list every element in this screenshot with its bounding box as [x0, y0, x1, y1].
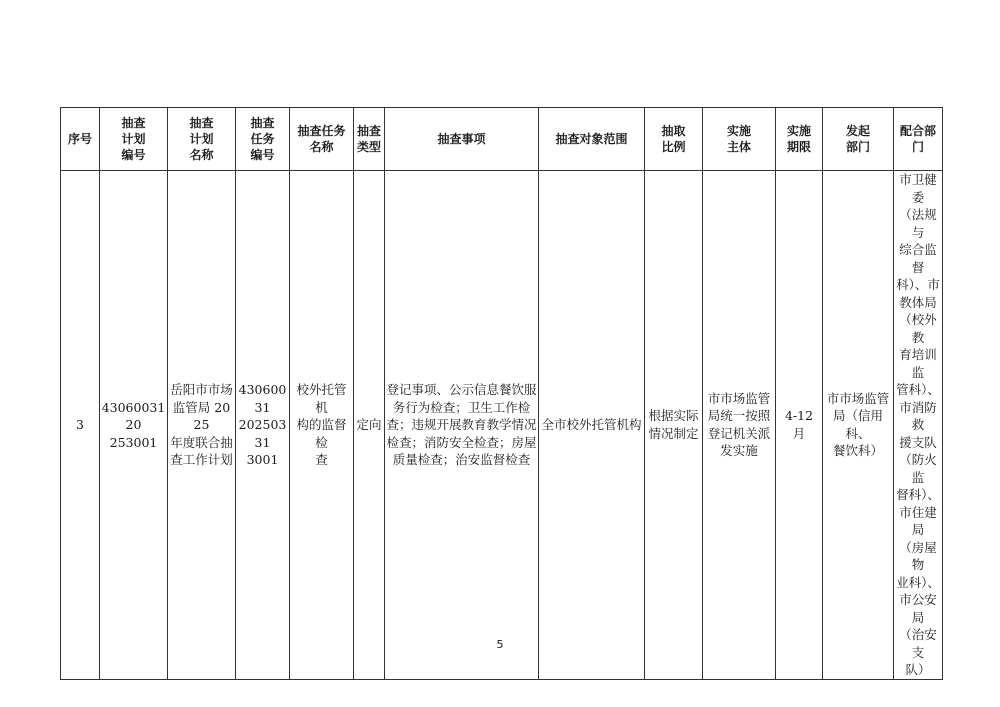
cell-scope: 全市校外托管机构: [539, 171, 645, 680]
cell-task-name: 校外托管机 构的监督检 查: [290, 171, 354, 680]
cell-seq: 3: [61, 171, 100, 680]
page-number: 5: [496, 638, 504, 651]
cell-items: 登记事项、公示信息餐饮服 务行为检查；卫生工作检 查；违规开展教育教学情况 检查；消防安全检查；房屋 质量检查；治安监督检查: [385, 171, 539, 680]
header-period: 实施 期限: [776, 108, 823, 171]
header-seq: 序号: [61, 108, 100, 171]
cell-plan-name: 岳阳市市场 监管局 2025 年度联合抽 查工作计划: [168, 171, 236, 680]
header-scope: 抽查对象范围: [539, 108, 645, 171]
cell-ratio: 根据实际 情况制定: [645, 171, 703, 680]
cell-initiator: 市市场监管 局（信用科、 餐饮科）: [823, 171, 894, 680]
cell-period: 4-12 月: [776, 171, 823, 680]
header-partners: 配合部门: [894, 108, 943, 171]
inspection-table: [60, 107, 943, 680]
header-task-name: 抽查任务 名称: [290, 108, 354, 171]
header-plan-name: 抽查 计划 名称: [168, 108, 236, 171]
header-task-no: 抽查 任务 编号: [236, 108, 290, 171]
header-ratio: 抽取 比例: [645, 108, 703, 171]
header-row: [61, 108, 943, 171]
cell-task-no: 43060031 20250331 3001: [236, 171, 290, 680]
header-plan-no: 抽查 计划 编号: [100, 108, 168, 171]
cell-check-type: 定向: [354, 171, 385, 680]
header-executor: 实施 主体: [703, 108, 776, 171]
header-initiator: 发起 部门: [823, 108, 894, 171]
header-items: 抽查事项: [385, 108, 539, 171]
cell-partners: 市卫健委 （法规与 综合监督 科）、市 教体局 （校外教 育培训监 管科）、 市消防救 援支队 （防火监 督科）、 市住建局 （房屋物 业科）、 市公安局 （治安支 队）: [894, 171, 943, 680]
cell-executor: 市市场监管 局统一按照 登记机关派 发实施: [703, 171, 776, 680]
cell-plan-no: 4306003120 253001: [100, 171, 168, 680]
header-check-type: 抽查 类型: [354, 108, 385, 171]
table-row: [61, 171, 943, 680]
